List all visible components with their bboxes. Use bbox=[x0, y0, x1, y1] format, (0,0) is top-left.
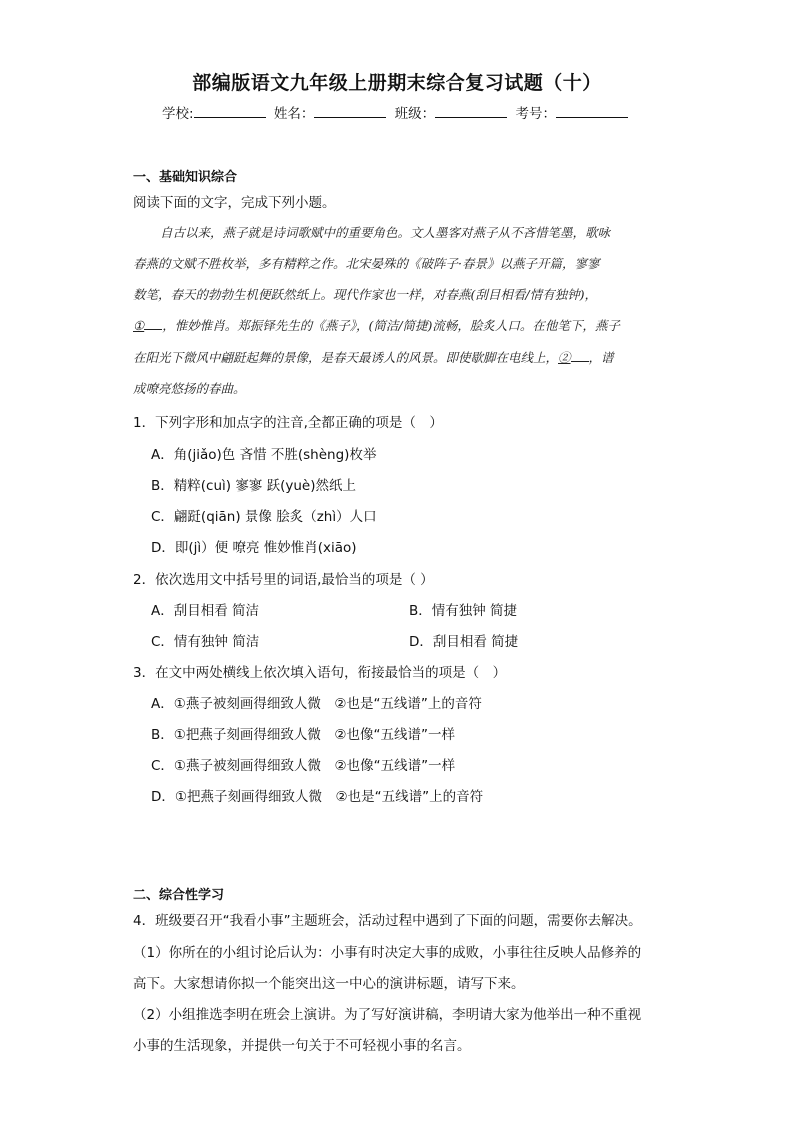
question-2-stem: 2．依次选用文中括号里的词语,最恰当的项是（ ） bbox=[133, 572, 434, 588]
question-2-option-b[interactable]: B．情有独钟 简捷 bbox=[409, 603, 518, 619]
name-label: 姓名： bbox=[273, 106, 315, 122]
passage-line-4: ① ，惟妙惟肖。郑振铎先生的《燕子》，(简洁/简捷)流畅，脍炙人口。在他笔下，燕子 bbox=[133, 318, 620, 333]
blank-1-marker: ① bbox=[133, 318, 145, 333]
question-1-option-b[interactable]: B．精粹(cuì) 寥寥 跃(yuè)然纸上 bbox=[151, 478, 356, 494]
name-blank[interactable] bbox=[314, 105, 386, 118]
question-4-part-2-line-1: （2）小组推选李明在班会上演讲。为了写好演讲稿，李明请大家为他举出一种不重视 bbox=[133, 1007, 642, 1023]
class-blank[interactable] bbox=[435, 105, 507, 118]
blank-2-marker: ② bbox=[558, 350, 571, 365]
question-1-option-c[interactable]: C．翩跹(qiān) 景像 脍炙（zhì）人口 bbox=[151, 509, 377, 525]
class-label: 班级： bbox=[394, 106, 436, 122]
passage-line-1: 自古以来，燕子就是诗词歌赋中的重要角色。文人墨客对燕子从不吝惜笔墨，歌咏 bbox=[160, 225, 611, 240]
question-4-part-2-line-2: 小事的生活现象，并提供一句关于不可轻视小事的名言。 bbox=[133, 1038, 471, 1054]
student-info-row bbox=[0, 102, 794, 122]
passage-line-2: 春燕的文赋不胜枚举，多有精粹之作。北宋晏殊的《破阵子·春景》以燕子开篇，寥寥 bbox=[133, 256, 600, 271]
exam-number-blank[interactable] bbox=[556, 105, 628, 118]
question-2-option-c[interactable]: C．情有独钟 简洁 bbox=[151, 634, 260, 650]
section1-heading: 一、基础知识综合 bbox=[133, 170, 238, 185]
passage-line-3: 数笔，春天的勃勃生机便跃然纸上。现代作家也一样，对春燕(刮目相看/情有独钟)， bbox=[133, 287, 597, 302]
question-1-option-a[interactable]: A．角(jiǎo)色 吝惜 不胜(shèng)枚举 bbox=[151, 447, 377, 463]
question-1-option-d[interactable]: D．即(jì）便 嘹亮 惟妙惟肖(xiāo) bbox=[151, 540, 357, 556]
section1-instruction: 阅读下面的文字，完成下列小题。 bbox=[133, 195, 336, 211]
page-title: 部编版语文九年级上册期末综合复习试题（十） bbox=[192, 72, 602, 94]
question-3-stem: 3．在文中两处横线上依次填入语句，衔接最恰当的项是（ ） bbox=[133, 665, 507, 681]
school-blank[interactable] bbox=[194, 105, 266, 118]
question-3-option-c[interactable]: C．①燕子被刻画得细致人微 ②也像“五线谱”一样 bbox=[151, 758, 456, 774]
passage-line-6: 成嘹亮悠扬的春曲。 bbox=[133, 381, 246, 396]
question-4-part-1-line-1: （1）你所在的小组讨论后认为：小事有时决定大事的成败，小事往往反映人品修养的 bbox=[133, 945, 642, 961]
passage-line-5: 在阳光下微风中翩跹起舞的景像，是春天最诱人的风景。即使歇脚在电线上，② ，谱 bbox=[133, 350, 614, 365]
question-4-stem: 4．班级要召开“我看小事”主题班会，活动过程中遇到了下面的问题，需要你去解决。 bbox=[133, 913, 642, 929]
question-3-option-a[interactable]: A．①燕子被刻画得细致人微 ②也是“五线谱”上的音符 bbox=[151, 696, 482, 712]
question-2-option-d[interactable]: D．刮目相看 简捷 bbox=[409, 634, 519, 650]
question-2-option-a[interactable]: A．刮目相看 简洁 bbox=[151, 603, 260, 619]
school-label: 学校: bbox=[162, 106, 194, 122]
question-3-option-d[interactable]: D．①把燕子刻画得细致人微 ②也是“五线谱”上的音符 bbox=[151, 789, 484, 805]
question-1-stem: 1．下列字形和加点字的注音,全都正确的项是（ ） bbox=[133, 415, 443, 431]
question-4-part-1-line-2: 高下。大家想请你拟一个能突出这一中心的演讲标题，请写下来。 bbox=[133, 976, 525, 992]
question-3-option-b[interactable]: B．①把燕子刻画得细致人微 ②也像“五线谱”一样 bbox=[151, 727, 455, 743]
exam-number-label: 考号： bbox=[515, 106, 556, 122]
section2-heading: 二、综合性学习 bbox=[133, 888, 225, 903]
